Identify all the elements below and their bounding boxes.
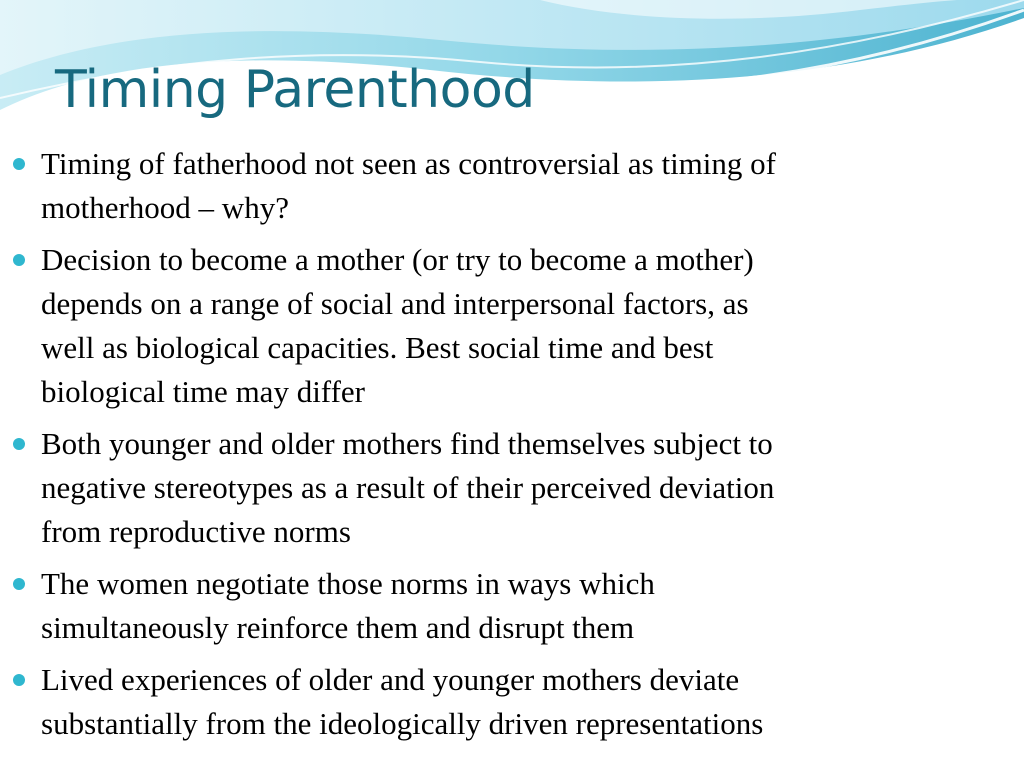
- bullet-text: Lived experiences of older and younger mothers deviate substantially from the ideologically driven representations: [41, 662, 764, 741]
- bullet-text: Decision to become a mother (or try to become a mother) depends on a range of social and interpersonal factors, as well as biological capacities. Best social time and best biological time may differ: [41, 242, 754, 409]
- bullet-text: Both younger and older mothers find themselves subject to negative stereotypes as a result of their perceived deviation from reproductive norms: [41, 426, 775, 549]
- bullet-dot-icon: [13, 674, 25, 686]
- bullet-list: [0, 142, 1000, 754]
- bullet-item: [0, 562, 1000, 650]
- bullet-dot-icon: [13, 578, 25, 590]
- bullet-item: [0, 238, 1000, 414]
- bullet-dot-icon: [13, 158, 25, 170]
- bullet-text: Timing of fatherhood not seen as controversial as timing of motherhood – why?: [41, 146, 776, 225]
- bullet-item: [0, 142, 1000, 230]
- bullet-dot-icon: [13, 438, 25, 450]
- bullet-item: [0, 658, 1000, 746]
- bullet-item: [0, 422, 1000, 554]
- slide-title: Timing Parenthood: [55, 60, 535, 120]
- bullet-dot-icon: [13, 254, 25, 266]
- bullet-text: The women negotiate those norms in ways which simultaneously reinforce them and disrupt them: [41, 566, 655, 645]
